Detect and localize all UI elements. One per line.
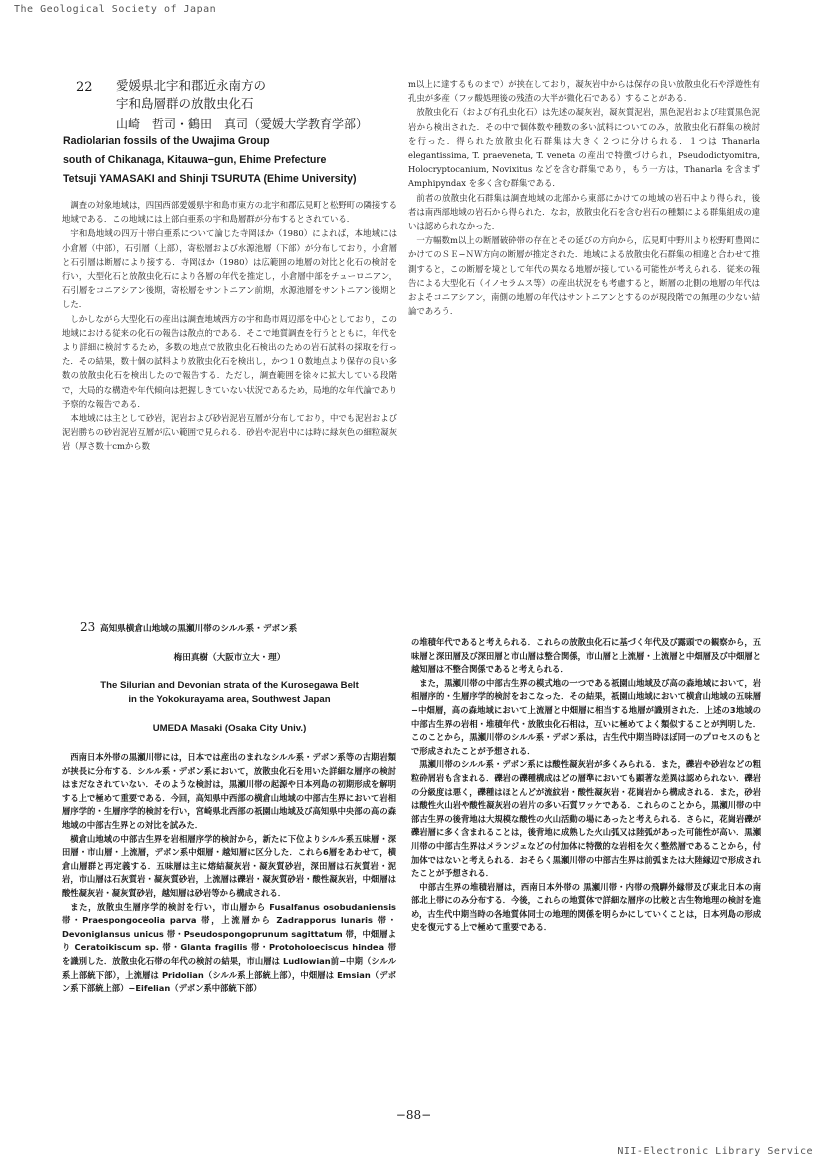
- article-23-authors-en: UMEDA Masaki (Osaka City Univ.): [152, 723, 307, 734]
- title-en-line-2: south of Chikanaga, Kitauwa−gun, Ehime Prefecture: [63, 154, 327, 166]
- paragraph: 黒瀬川帯のシルル系・デボン系には酸性凝灰岩が多くみられる．また，礫岩や砂岩などの粗粒砕屑岩も含まれる．礫岩の礫種構成はどの層準においても顕著な差異は認められない．礫岩の分級度は悪く，礫種はほとんどが流紋岩・酸性凝灰岩・花崗岩から構成される．また，砂岩は酸性火山岩や酸性凝灰岩の岩片の多い石質ワッケである．これらのことから，黒瀬川帯の中部古生界の後背地は大規模な酸性の火山活動の場にあったと考えられる．さらに，花崗岩礫が礫岩層に多く含まれることは，後背地に成熟した火山弧又は陸弧があった可能性が高い．黒瀬川帯の中部古生界はメランジェなどの付加体に特徴的な岩相を欠く整然層であることから，付加体ではないと考えられる．おそらく黒瀬川帯の中部古生界は前弧または大陸縁辺で形成されたことが予想される．: [411, 759, 761, 879]
- paragraph: 前者の放散虫化石群集は調査地域の北部から東部にかけての地域の岩石中より得られ，後者は南西部地域の岩石から得られた．なお，放散虫化石を含む岩石の種類による群集組成の違いは認められなかった．: [408, 192, 760, 232]
- paragraph: m以上に達するものまで）が挟在しており，凝灰岩中からは保存の良い放散虫化石や浮遊性有孔虫が多産（フッ酸処理後の残渣の大半が微化石である）することがある．: [408, 79, 760, 104]
- service-footer: NII-Electronic Library Service: [617, 1146, 813, 1157]
- article-22-left-column: [62, 198, 397, 454]
- paragraph: 西南日本外帯の黒瀬川帯には，日本では産出のまれなシルル系・デボン系等の古期岩類が挟長に分布する．シルル系・デボン系において，放散虫化石を用いた詳細な層序の検討はまだなされていない．そのような検討は，黒瀬川帯の起源や日本列島の初期形成を解明する上で極めて重要である．今回，高知県中西部の横倉山地域の中部古生界において岩相層序学的・生層序学的検討を行い，宮崎県北西部の祇園山地域及び高知県中央部の高の森地域の中部古生界との対比を試みた．: [62, 752, 396, 830]
- article-23-number: 23: [80, 620, 96, 634]
- title-ja-line-1: 愛媛県北宇和郡近永南方の: [116, 78, 267, 93]
- title-ja-line-2: 宇和島層群の放散虫化石: [116, 96, 254, 111]
- paragraph: また，放散虫生層序学的検討を行い，市山層から Fusalfanus osobudaniensis 帯・Praespongoceolia parva 帯，上流層から Zadrapporus lunaris 帯・Devoniglansus unicus 帯・Pseudospongoprunum sagittatum 帯，中畑層より Ceratoikiscum sp. 帯・Glanta fragilis 帯・Protoholoeciscus hindea 帯を識別した．放散虫化石帯の年代の検討の結果，市山層は Ludlowian前−中期（シルル系上部統下部），上流層は Pridolian（シルル系上部統上部），中畑層は Emsian（デボン系下部統上部）−Eifelian（デボン系中部統下部）: [62, 901, 396, 994]
- article-23-title-en: [62, 679, 397, 707]
- article-22-title-en: [63, 132, 403, 189]
- paragraph: 本地域には主として砂岩，泥岩および砂岩泥岩互層が分布しており，中でも泥岩および泥岩勝ちの砂岩泥岩互層が広い範囲で見られる．砂岩や泥岩中には時に緑灰色の細粒凝灰岩（厚さ数十cmから数: [62, 413, 398, 452]
- paragraph: 調査の対象地域は，四国西部愛媛県宇和島市東方の北宇和郡広見町と松野町の隣接する地域である．この地域には上部白亜系の宇和島層群が分布するとされている．: [62, 200, 398, 225]
- article-22-title-ja: [116, 77, 266, 113]
- article-23-title-ja: 高知県横倉山地域の黒瀬川帯のシルル系・デボン系: [100, 624, 298, 634]
- article-23-authors-ja: 梅田真樹（大阪市立大・理）: [173, 653, 286, 663]
- paragraph: 横倉山地域の中部古生界を岩相層序学的検討から，新たに下位よりシルル系五味層・深田層・市山層・上流層，デボン系中畑層・越知層に区分した．これら6層をあわせて，横倉山層群と再定義する．五味層は主に熔結凝灰岩・凝灰質砂岩，深田層は石灰質岩・泥岩，市山層は石灰質岩・凝灰質砂岩，上流層は礫岩・凝灰質砂岩・酸性凝灰岩，中畑層は酸性凝灰岩・凝灰質砂岩，越知層は砂岩等から構成される．: [62, 833, 396, 898]
- society-header: The Geological Society of Japan: [14, 4, 217, 15]
- paragraph: 放散虫化石（および有孔虫化石）は先述の凝灰岩，凝灰質泥岩，黒色泥岩および珪質黒色泥岩から検出された．その中で個体数や種数の多い試料についてのみ，放散虫化石群集の検討を行った．得られた放散虫化石群集は大きく２つに分けられる．１つは Thanarla elegantissima, T. praeveneta, T. veneta の産出で特徴づけられ，Pseudodictyomitra, Holocryptocanium, Novixitus などを含む群集であり，もう一方は，Thanarla を含まず Amphipyndax を多く含む群集である．: [408, 107, 760, 189]
- authors-en: Tetsuji YAMASAKI and Shinji TSURUTA (Ehime University): [63, 173, 357, 185]
- paragraph: また，黒瀬川帯の中部古生界の模式地の一つである祇園山地域及び高の森地域において，岩相層序的・生層序学的検討をおこなった．その結果，祇園山地域において横倉山地域の五味層−中畑層，高の森地域において上流層と中畑層に相当する地層が識別された．上述の3地域の中部古生界の岩相・堆積年代・放散虫化石相は，互いに極めてよく類似することが判明した．このことから，黒瀬川帯のシルル系・デボン系は，古生代中期当時ほぼ同一のプロセスのもとで形成されたことが予想される．: [411, 677, 761, 756]
- article-22-authors-ja: 山崎 哲司・鶴田 真司（愛媛大学教育学部）: [116, 117, 369, 131]
- article-22-right-column: [408, 77, 760, 318]
- paragraph: 中部古生界の堆積岩層は，西南日本外帯の 黒瀬川帯・内帯の飛騨外縁帯及び東北日本の南部北上帯にのみ分布する．今後，これらの地質体で詳細な層序の比較と古生物地理の検討を進め，古生代中期当時の各地質体同士の地理的関係を明らかにしていくことは，日本列島の形成史を復元する上で極めて重要である．: [411, 881, 761, 933]
- title-en-line-1: The Silurian and Devonian strata of the Kurosegawa Belt: [100, 680, 359, 691]
- title-en-line-1: Radiolarian fossils of the Uwajima Group: [63, 135, 270, 147]
- paragraph: 一方幅数m以上の断層破砕帯の存在とその延びの方向から，広見町中野川より松野町豊岡にかけてのＳＥ−ＮＷ方向の断層が推定された．地域による放散虫化石群集の相違と合わせて推測すると，この断層を境として年代の異なる地層が接している可能性が考えられる．従来の報告による大型化石（イノセラムス等）の産出状況をも考慮すると，断層の北側の地層の年代はおよそコニアシアン，南側の地層の年代はサントニアンとするのが現段階での無理の少ない結論であろう．: [408, 235, 760, 317]
- title-en-line-2: in the Yokokurayama area, Southwest Japan: [128, 694, 331, 705]
- page-number: −88−: [395, 1108, 432, 1122]
- paragraph: 宇和島地域の四万十帯白亜系について論じた寺岡ほか（1980）によれば，本地域には小倉層（中部），石引層（上部），寄松層および水源池層（下部）が分布しており，小倉層と石引層は断層により接する．寺岡ほか（1980）は広範囲の地層の対比と化石の検討を行い，大型化石と放散虫化石により各層の年代を推定し，小倉層中部をチューロニアン，石引層をコニアシアン後期，寄松層をサントニアン前期，水源池層をサントニアン後期とした．: [62, 228, 397, 310]
- article-23-right-column: [411, 636, 761, 935]
- paragraph: の堆積年代であると考えられる．これらの放散虫化石に基づく年代及び露頭での観察から，五味層と深田層及び深田層と市山層は整合関係，市山層と上流層・上流層と中畑層及び中畑層と越知層は不整合関係であると考えられる．: [411, 637, 761, 675]
- article-23-left-column: [62, 751, 396, 996]
- paragraph: しかしながら大型化石の産出は調査地域西方の宇和島市周辺部を中心としており，この地域における従来の化石の報告は散点的である．そこで地質調査を行うとともに，年代をより詳細に検討するため，多数の地点で放散虫化石検出のための岩石試料の採取を行った．その結果，数十個の試料より放散虫化石を検出し，かつ１０数地点より保存の良い多数の放散虫化石を検出したので報告する．ただし，調査範囲を徐々に拡大している段階で，大局的な構造や年代傾向は把握しきていない状況であるため，局地的な年代論であり予察的な報告である．: [62, 313, 398, 409]
- article-22-number: 22: [76, 80, 93, 95]
